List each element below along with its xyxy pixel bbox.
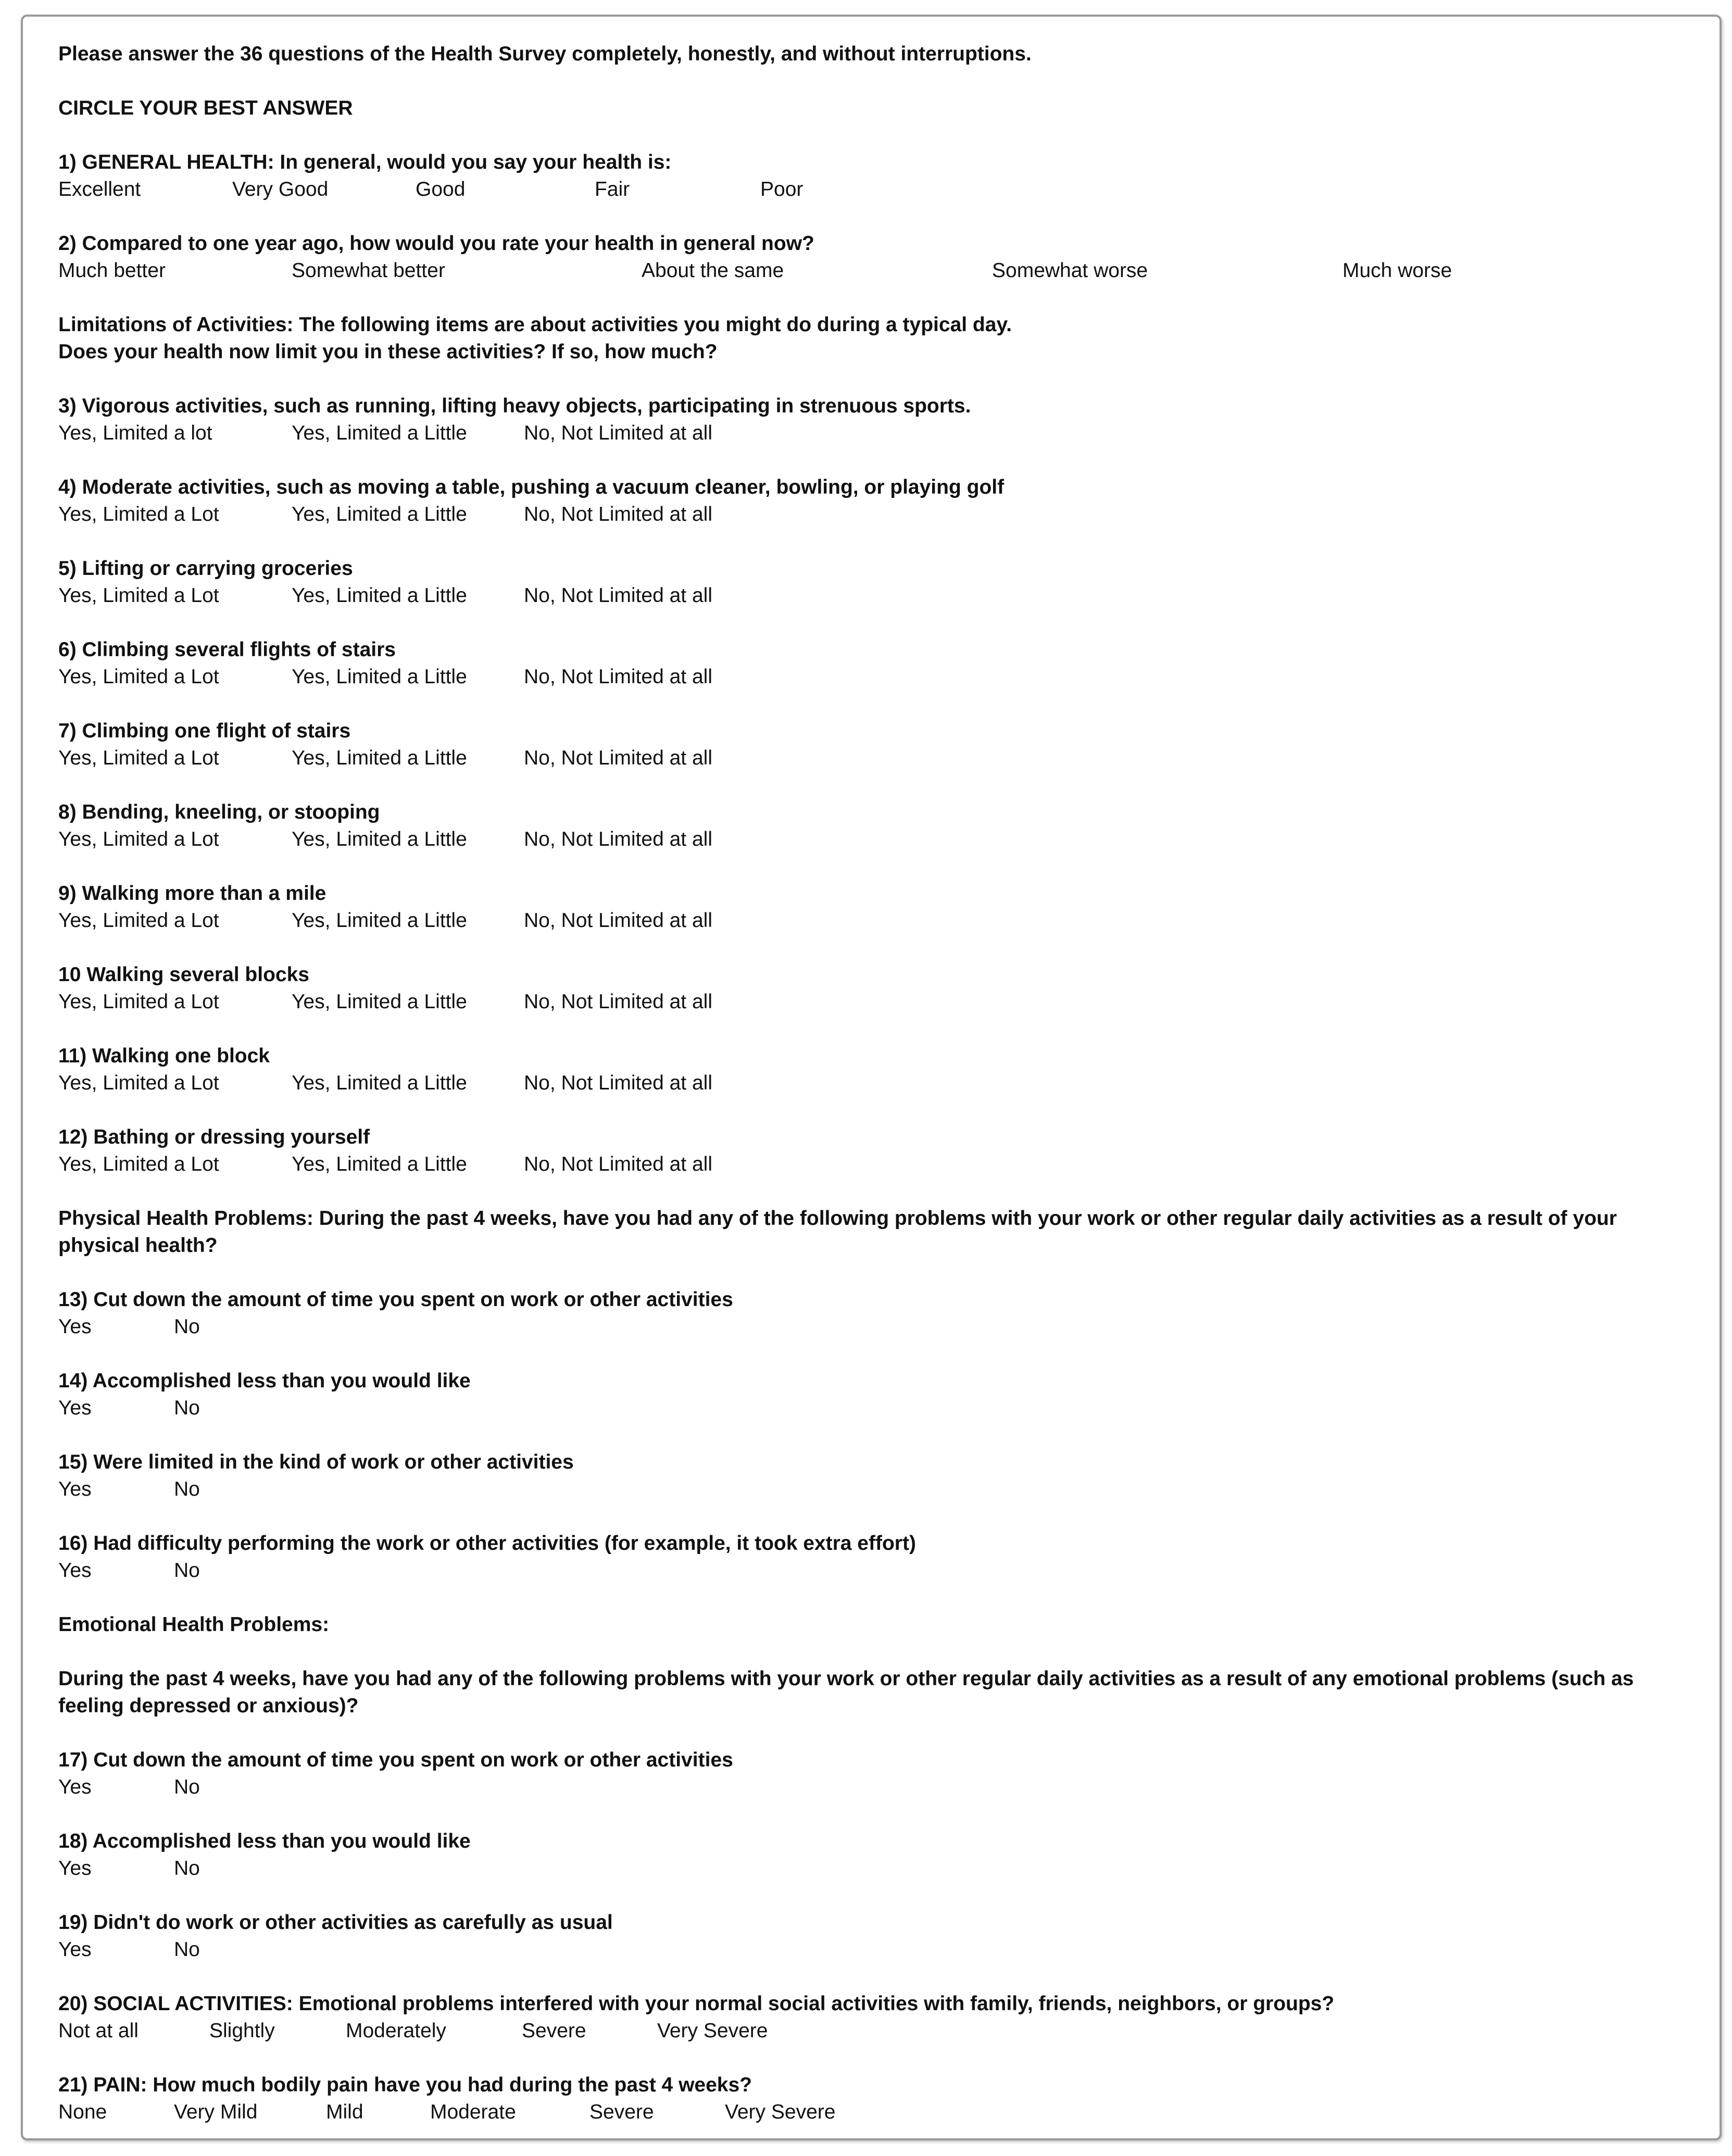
limitations-line-2: Does your health now limit you in these activities? If so, how much? <box>58 341 718 363</box>
answer-option[interactable]: Not at all <box>58 2020 139 2042</box>
answer-option[interactable]: Yes, Limited a Lot <box>58 1072 219 1094</box>
question-11 <box>58 1043 1714 1097</box>
question-16 <box>58 1530 1714 1584</box>
answer-options <box>58 663 1714 691</box>
question-text: 1) GENERAL HEALTH: In general, would you say your health is: <box>58 151 672 173</box>
answer-option[interactable]: No, Not Limited at all <box>524 422 712 444</box>
question-15 <box>58 1449 1714 1503</box>
answer-options <box>58 1395 1714 1422</box>
answer-option[interactable]: Yes, Limited a Lot <box>58 747 219 769</box>
answer-option[interactable]: No <box>174 1857 200 1879</box>
answer-option[interactable]: Yes, Limited a lot <box>58 422 212 444</box>
answer-option[interactable]: Yes, Limited a Little <box>292 909 467 932</box>
answer-options <box>58 907 1714 934</box>
question-21 <box>58 2072 1714 2126</box>
answer-options <box>58 420 1714 447</box>
question-text: 21) PAIN: How much bodily pain have you had during the past 4 weeks? <box>58 2074 752 2096</box>
question-text: 18) Accomplished less than you would like <box>58 1830 471 1852</box>
answer-options <box>58 826 1714 853</box>
answer-option[interactable]: No <box>174 1776 200 1798</box>
answer-options <box>58 1774 1714 1801</box>
answer-option[interactable]: Yes, Limited a Little <box>292 422 467 444</box>
answer-option[interactable]: Yes <box>58 1478 92 1500</box>
limitations-line-1: Limitations of Activities: The following items are about activities you might do during a typical day. <box>58 314 1012 336</box>
answer-option[interactable]: No, Not Limited at all <box>524 1153 712 1175</box>
question-text: 11) Walking one block <box>58 1045 270 1067</box>
answer-option[interactable]: Fair <box>595 178 630 200</box>
question-text: 20) SOCIAL ACTIVITIES: Emotional problems interfered with your normal social activities with family, friends, neighbors, or groups? <box>58 1992 1335 2015</box>
answer-option[interactable]: No, Not Limited at all <box>524 1072 712 1094</box>
answer-option[interactable]: No <box>174 1938 200 1961</box>
answer-option[interactable]: Yes, Limited a Little <box>292 991 467 1013</box>
question-7 <box>58 718 1714 772</box>
answer-option[interactable]: Excellent <box>58 178 141 200</box>
answer-option[interactable]: Much worse <box>1342 259 1452 282</box>
answer-option[interactable]: Yes, Limited a Lot <box>58 991 219 1013</box>
answer-option[interactable]: Moderately <box>346 2020 446 2042</box>
answer-option[interactable]: No, Not Limited at all <box>524 828 712 850</box>
answer-option[interactable]: No <box>174 1397 200 1419</box>
question-text: 3) Vigorous activities, such as running, lifting heavy objects, participating in strenuous sports. <box>58 395 971 417</box>
answer-option[interactable]: Yes, Limited a Little <box>292 1072 467 1094</box>
question-text: 2) Compared to one year ago, how would you rate your health in general now? <box>58 232 814 255</box>
question-text: 19) Didn't do work or other activities as carefully as usual <box>58 1911 613 1934</box>
question-text: 10 Walking several blocks <box>58 963 309 986</box>
question-1 <box>58 149 1714 203</box>
answer-options <box>58 1476 1714 1503</box>
emotional-health-title: Emotional Health Problems: <box>58 1613 330 1636</box>
question-text: 8) Bending, kneeling, or stooping <box>58 801 380 823</box>
answer-option[interactable]: Very Good <box>232 178 329 200</box>
physical-health-text: Physical Health Problems: During the past 4 weeks, have you had any of the following problems with your work or other regular daily activities as a result of your physical health? <box>58 1207 1617 1257</box>
limitations-header <box>58 311 1714 366</box>
emotional-health-header <box>58 1665 1714 1720</box>
answer-option[interactable]: Yes <box>58 1315 92 1338</box>
answer-option[interactable]: Very Severe <box>725 2101 836 2123</box>
question-text: 17) Cut down the amount of time you spent on work or other activities <box>58 1749 733 1771</box>
answer-option[interactable]: Yes, Limited a Lot <box>58 909 219 932</box>
answer-option[interactable]: No, Not Limited at all <box>524 747 712 769</box>
answer-option[interactable]: Severe <box>522 2020 586 2042</box>
question-text: 5) Lifting or carrying groceries <box>58 557 353 580</box>
question-4 <box>58 474 1714 528</box>
question-2 <box>58 230 1714 284</box>
answer-option[interactable]: Severe <box>589 2101 654 2123</box>
answer-options <box>58 176 1714 203</box>
answer-options <box>58 501 1714 528</box>
question-20 <box>58 1990 1714 2045</box>
answer-option[interactable]: None <box>58 2101 107 2123</box>
answer-option[interactable]: Good <box>416 178 466 200</box>
question-text: 15) Were limited in the kind of work or other activities <box>58 1451 574 1473</box>
answer-option[interactable]: No <box>174 1315 200 1338</box>
answer-option[interactable]: No, Not Limited at all <box>524 666 712 688</box>
answer-option[interactable]: Yes, Limited a Lot <box>58 584 219 607</box>
question-12 <box>58 1124 1714 1178</box>
answer-option[interactable]: Yes <box>58 1397 92 1419</box>
answer-option[interactable]: Yes, Limited a Little <box>292 828 467 850</box>
answer-option[interactable]: Yes, Limited a Lot <box>58 666 219 688</box>
answer-option[interactable]: Yes <box>58 1938 92 1961</box>
question-9 <box>58 880 1714 934</box>
answer-options <box>58 1936 1714 1963</box>
answer-option[interactable]: Yes, Limited a Lot <box>58 503 219 525</box>
question-13 <box>58 1286 1714 1340</box>
question-text: 14) Accomplished less than you would like <box>58 1370 471 1392</box>
answer-option[interactable]: Somewhat better <box>292 259 445 282</box>
answer-option[interactable]: Somewhat worse <box>992 259 1148 282</box>
question-text: 4) Moderate activities, such as moving a table, pushing a vacuum cleaner, bowling, or playing golf <box>58 476 1005 498</box>
answer-options <box>58 1313 1714 1340</box>
question-text: 6) Climbing several flights of stairs <box>58 638 396 661</box>
answer-options <box>58 1151 1714 1178</box>
answer-options <box>58 745 1714 772</box>
answer-option[interactable]: Yes, Limited a Lot <box>58 828 219 850</box>
answer-option[interactable]: Very Severe <box>657 2020 768 2042</box>
emotional-health-text: During the past 4 weeks, have you had any of the following problems with your work or other regular daily activities as a result of any emotional problems (such as feeling depressed or anxious)? <box>58 1668 1634 1717</box>
answer-option[interactable]: No, Not Limited at all <box>524 909 712 932</box>
answer-option[interactable]: Very Mild <box>174 2101 258 2123</box>
question-text: 16) Had difficulty performing the work or other activities (for example, it took extra effort) <box>58 1532 916 1555</box>
answer-options <box>58 1557 1714 1584</box>
answer-option[interactable]: No, Not Limited at all <box>524 503 712 525</box>
question-8 <box>58 799 1714 853</box>
answer-option[interactable]: About the same <box>642 259 784 282</box>
answer-option[interactable]: Yes, Limited a Lot <box>58 1153 219 1175</box>
instruction-text: CIRCLE YOUR BEST ANSWER <box>58 97 353 119</box>
answer-options <box>58 1070 1714 1097</box>
answer-option[interactable]: Poor <box>760 178 804 200</box>
answer-option[interactable]: Yes, Limited a Little <box>292 584 467 607</box>
answer-options <box>58 582 1714 609</box>
answer-option[interactable]: No <box>174 1559 200 1582</box>
intro-text: Please answer the 36 questions of the Health Survey completely, honestly, and without interruptions. <box>58 43 1032 65</box>
answer-option[interactable]: Yes <box>58 1857 92 1879</box>
question-3 <box>58 393 1714 447</box>
question-5 <box>58 555 1714 609</box>
question-14 <box>58 1368 1714 1422</box>
answer-option[interactable]: Much better <box>58 259 166 282</box>
question-text: 13) Cut down the amount of time you spent on work or other activities <box>58 1288 733 1311</box>
answer-option[interactable]: Yes <box>58 1559 92 1582</box>
question-17 <box>58 1747 1714 1801</box>
question-19 <box>58 1909 1714 1963</box>
question-10 <box>58 961 1714 1016</box>
answer-option[interactable]: Moderate <box>430 2101 516 2123</box>
question-18 <box>58 1828 1714 1882</box>
survey-content <box>58 41 1714 2153</box>
survey-frame <box>21 15 1722 2140</box>
answer-option[interactable]: Yes, Limited a Little <box>292 666 467 688</box>
physical-health-header <box>58 1205 1714 1259</box>
answer-options <box>58 1855 1714 1882</box>
question-text: 9) Walking more than a mile <box>58 882 327 905</box>
answer-option[interactable]: No <box>174 1478 200 1500</box>
answer-options <box>58 988 1714 1016</box>
answer-option[interactable]: Mild <box>326 2101 363 2123</box>
question-6 <box>58 636 1714 691</box>
answer-option[interactable]: Slightly <box>209 2020 275 2042</box>
answer-options <box>58 2017 1714 2045</box>
question-text: 7) Climbing one flight of stairs <box>58 720 351 742</box>
answer-option[interactable]: No, Not Limited at all <box>524 584 712 607</box>
answer-options <box>58 257 1714 284</box>
answer-option[interactable]: No, Not Limited at all <box>524 991 712 1013</box>
answer-option[interactable]: Yes, Limited a Little <box>292 503 467 525</box>
question-text: 12) Bathing or dressing yourself <box>58 1126 370 1148</box>
answer-option[interactable]: Yes, Limited a Little <box>292 747 467 769</box>
answer-option[interactable]: Yes <box>58 1776 92 1798</box>
answer-options <box>58 2099 1714 2126</box>
answer-option[interactable]: Yes, Limited a Little <box>292 1153 467 1175</box>
